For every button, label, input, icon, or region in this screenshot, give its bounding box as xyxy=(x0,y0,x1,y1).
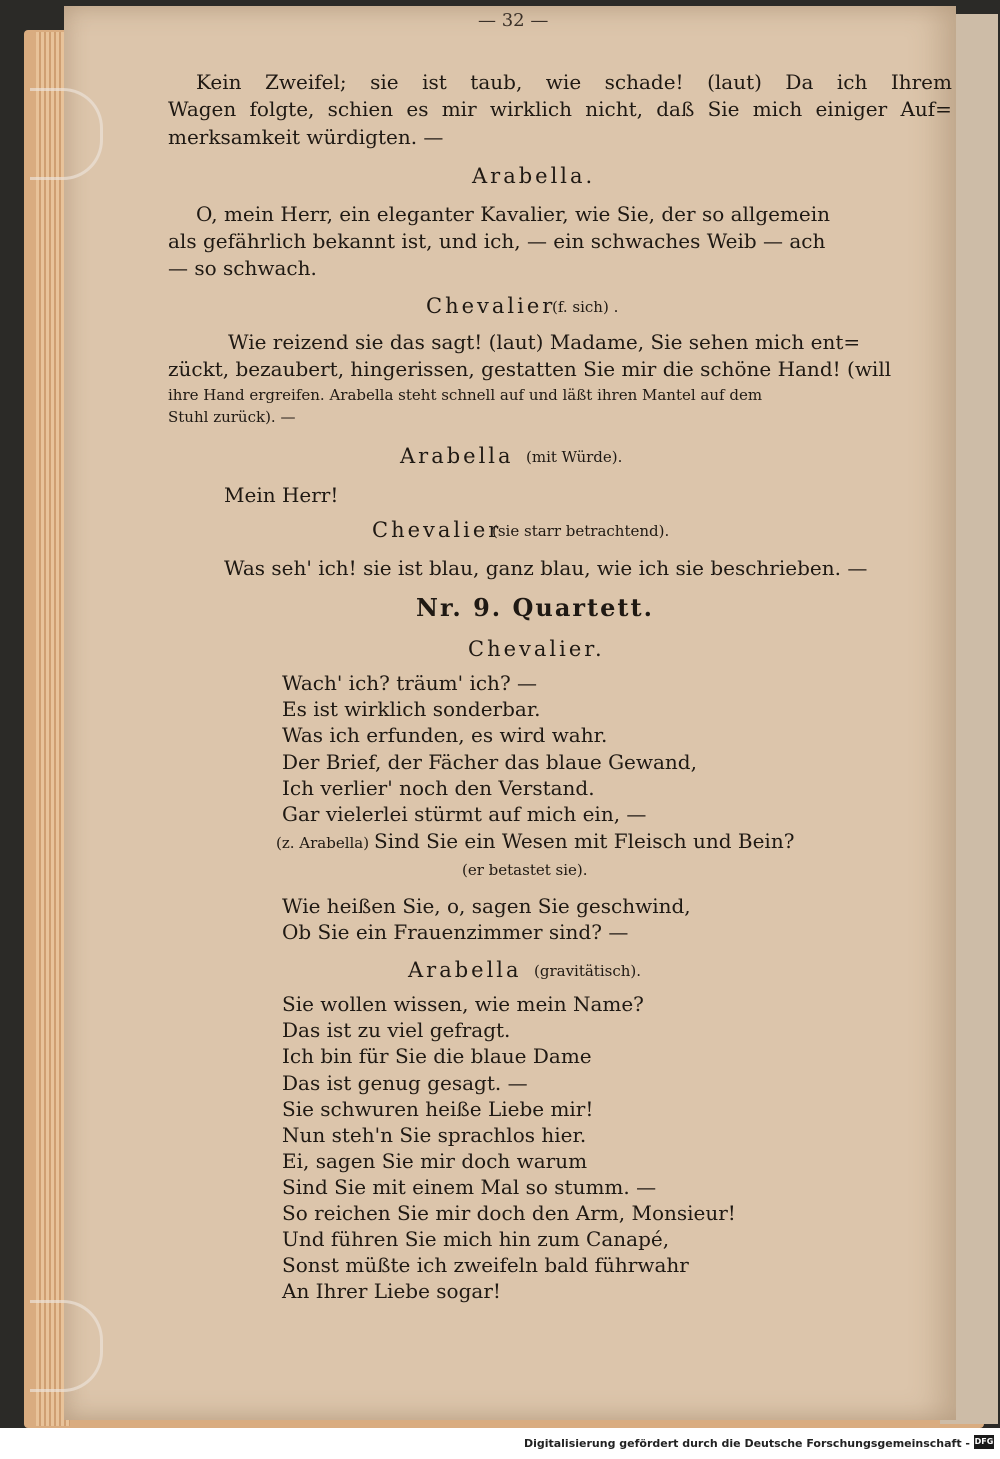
text-line: Was seh' ich! sie ist blau, ganz blau, wie ich sie beschrieben. — xyxy=(224,556,868,580)
speaker-label: Arabella xyxy=(400,444,514,468)
speaker-label: Arabella xyxy=(408,958,522,982)
verse-line: Das ist genug gesagt. — xyxy=(282,1071,528,1095)
text-line: O, mein Herr, ein eleganter Kavalier, wie Sie, der so allgemein xyxy=(196,202,831,226)
footer-bar xyxy=(0,1428,1000,1459)
verse-line: An Ihrer Liebe sogar! xyxy=(282,1279,501,1303)
text-line: Wagen folgte, schien es mir wirklich nicht, daß Sie mich einiger Auf= xyxy=(168,97,952,121)
verse-line: Ob Sie ein Frauenzimmer sind? — xyxy=(282,920,629,944)
text-line: — so schwach. xyxy=(168,256,317,280)
text-line: Mein Herr! xyxy=(224,483,339,507)
verse-line: Sind Sie mit einem Mal so stumm. — xyxy=(282,1175,657,1199)
verse-line: Gar vielerlei stürmt auf mich ein, — xyxy=(282,802,647,826)
verse-line: Sie wollen wissen, wie mein Name? xyxy=(282,992,644,1016)
verse-line: Das ist zu viel gefragt. xyxy=(282,1018,511,1042)
stage-direction: (z. Arabella) xyxy=(276,834,370,852)
verse-line: Ei, sagen Sie mir doch warum xyxy=(282,1149,588,1173)
verse-line: So reichen Sie mir doch den Arm, Monsieur! xyxy=(282,1201,736,1225)
text-line: zückt, bezaubert, hingerissen, gestatten Sie mir die schöne Hand! (will xyxy=(168,357,892,381)
verse-line: Ich bin für Sie die blaue Dame xyxy=(282,1044,592,1068)
text-line: Kein Zweifel; sie ist taub, wie schade! (laut) Da ich Ihrem xyxy=(196,70,952,94)
stage-direction: (gravitätisch). xyxy=(534,962,642,980)
verse-line: Wie heißen Sie, o, sagen Sie geschwind, xyxy=(282,894,691,918)
verse-line: Sie schwuren heiße Liebe mir! xyxy=(282,1097,594,1121)
verse-line: Nun steh'n Sie sprachlos hier. xyxy=(282,1123,587,1147)
stage-direction: (f. sich) . xyxy=(552,298,619,316)
verse-line: Und führen Sie mich hin zum Canapé, xyxy=(282,1227,670,1251)
page-clip xyxy=(30,1300,103,1392)
verse-line: Sonst müßte ich zweifeln bald führwahr xyxy=(282,1253,689,1277)
verse-line: Der Brief, der Fächer das blaue Gewand, xyxy=(282,750,697,774)
footer-credit: Digitalisierung gefördert durch die Deutsche Forschungsgemeinschaft - xyxy=(523,1437,970,1450)
page-number: — 32 — xyxy=(478,10,549,31)
speaker-label: Chevalier xyxy=(426,294,556,318)
text-line: als gefährlich bekannt ist, und ich, — ein schwaches Weib — ach xyxy=(168,229,826,253)
text-line: merksamkeit würdigten. — xyxy=(168,125,444,149)
stage-direction: (mit Würde). xyxy=(526,448,623,466)
text-line: Wie reizend sie das sagt! (laut) Madame, Sie sehen mich ent= xyxy=(228,330,861,354)
verse-line: Es ist wirklich sonderbar. xyxy=(282,697,541,721)
stage-direction: (er betastet sie). xyxy=(462,861,588,879)
speaker-label: Arabella. xyxy=(472,164,596,188)
verse-line: Wach' ich? träum' ich? — xyxy=(282,671,538,695)
verse-line: Ich verlier' noch den Verstand. xyxy=(282,776,595,800)
book-page xyxy=(64,6,956,1420)
speaker-label: Chevalier. xyxy=(468,637,605,661)
stage-direction: ihre Hand ergreifen. Arabella steht schnell auf und läßt ihren Mantel auf dem xyxy=(168,386,763,404)
verse-line: Was ich erfunden, es wird wahr. xyxy=(282,723,608,747)
verse-line: Sind Sie ein Wesen mit Fleisch und Bein? xyxy=(374,829,795,853)
speaker-label: Chevalier xyxy=(372,518,502,542)
stage-direction: (sie starr betrachtend). xyxy=(492,522,670,540)
dfg-logo: DFG xyxy=(974,1435,994,1449)
page-clip xyxy=(30,88,103,180)
stage-direction: Stuhl zurück). — xyxy=(168,408,296,426)
section-heading: Nr. 9. Quartett. xyxy=(416,593,654,622)
